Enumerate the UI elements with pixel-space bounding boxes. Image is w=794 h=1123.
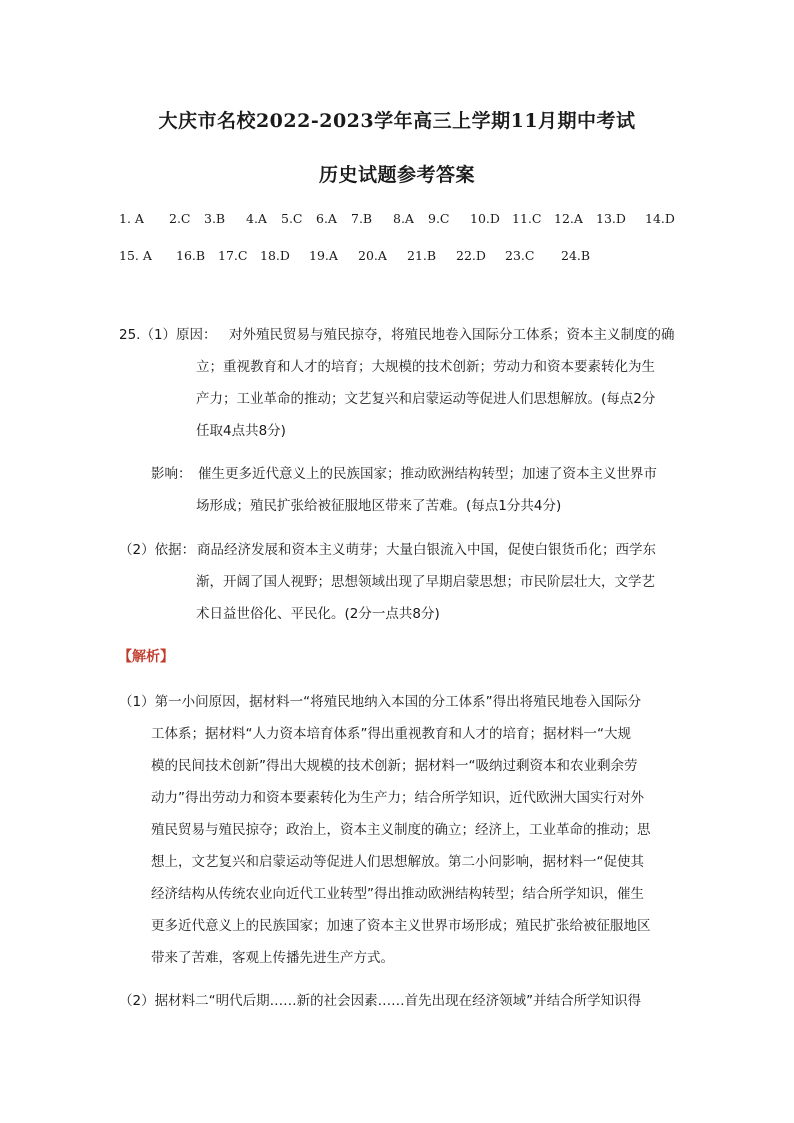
analysis1-line-8: 更多近代意义上的民族国家；加速了资本主义世界市场形成；殖民扩张给被征服地区 [151,918,651,934]
analysis1-line-3: 模的民间技术创新”得出大规模的技术创新；据材料一“吸纳过剩资本和农业剩余劳 [151,758,638,774]
analysis1-line-6: 想上，文艺复兴和启蒙运动等促进人们思想解放。第二小问影响，据材料一“促使其 [151,854,644,870]
q25-impact-label: 影响： [151,466,192,482]
answer-7: 7.B [351,211,373,226]
analysis1-line-1: （1）第一小问原因，据材料一“将殖民地纳入本国的分工体系”得出将殖民地卷入国际分 [119,694,642,710]
answer-11: 11.C [512,211,542,226]
answer-12: 12.A [554,211,583,226]
answer-16: 16.B [176,248,206,263]
answer-14: 14.D [645,211,675,226]
analysis1-line-5: 殖民贸易与殖民掠夺；政治上，资本主义制度的确立；经济上，工业革命的推动；思 [151,822,651,838]
answer-row-2 [119,248,591,263]
q25-basis-line-2: 渐，开阔了国人视野；思想领域出现了早期启蒙思想；市民阶层壮大，文学艺 [196,574,655,590]
answer-15: 15. A [119,248,152,263]
answer-2: 2.C [169,211,191,226]
answer-10: 10.D [470,211,500,226]
q25-basis-line-1: 商品经济发展和资本主义萌芽；大量白银流入中国，促使白银货币化；西学东 [197,542,656,558]
q25-reason-line-3: 产力；工业革命的推动；文艺复兴和启蒙运动等促进人们思想解放。(每点2分 [196,391,656,407]
answer-5: 5.C [281,211,303,226]
answer-9: 9.C [428,211,450,226]
answer-19: 19.A [309,248,338,263]
answer-20: 20.A [358,248,387,263]
analysis1-line-2: 工体系；据材料“人力资本培育体系”得出重视教育和人才的培育；据材料一“大规 [151,726,631,742]
answer-6: 6.A [316,211,337,226]
answer-17: 17.C [218,248,248,263]
q25-part1-label: 25.（1）原因： [119,327,217,343]
answer-22: 22.D [456,248,486,263]
q25-impact-line-1: 催生更多近代意义上的民族国家；推动欧洲结构转型；加速了资本主义世界市 [198,466,657,482]
answer-23: 23.C [505,248,535,263]
answer-3: 3.B [204,211,226,226]
q25-part2-label: （2）依据： [119,542,196,558]
answer-8: 8.A [393,211,414,226]
analysis1-line-4: 动力”得出劳动力和资本要素转化为生产力；结合所学知识，近代欧洲大国实行对外 [151,790,644,806]
answer-18: 18.D [260,248,290,263]
document-subtitle: 历史试题参考答案 [318,164,475,186]
answer-1: 1. A [119,211,144,226]
answer-row-1 [119,211,675,226]
answer-24: 24.B [561,248,591,263]
answer-13: 13.D [596,211,626,226]
q25-reason-line-2: 立；重视教育和人才的培育；大规模的技术创新；劳动力和资本要素转化为生 [196,359,655,375]
q25-impact-line-2: 场形成；殖民扩张给被征服地区带来了苦难。(每点1分共4分) [196,498,562,514]
answer-4: 4.A [246,211,267,226]
q25-basis-line-3: 术日益世俗化、平民化。(2分一点共8分) [196,606,440,622]
q25-reason-line-1: 对外殖民贸易与殖民掠夺，将殖民地卷入国际分工体系；资本主义制度的确 [229,327,675,343]
answer-21: 21.B [407,248,437,263]
q25-reason-line-4: 任取4点共8分) [196,423,286,439]
document-title: 大庆市名校2022-2023学年高三上学期11月期中考试 [158,110,636,132]
analysis2-line-1: （2）据材料二“明代后期……新的社会因素……首先出现在经济领域”并结合所学知识得 [119,993,642,1009]
analysis1-line-9: 带来了苦难，客观上传播先进生产方式。 [151,950,394,966]
analysis-heading: 【解析】 [118,649,174,665]
analysis1-line-7: 经济结构从传统农业向近代工业转型”得出推动欧洲结构转型；结合所学知识，催生 [151,886,644,902]
